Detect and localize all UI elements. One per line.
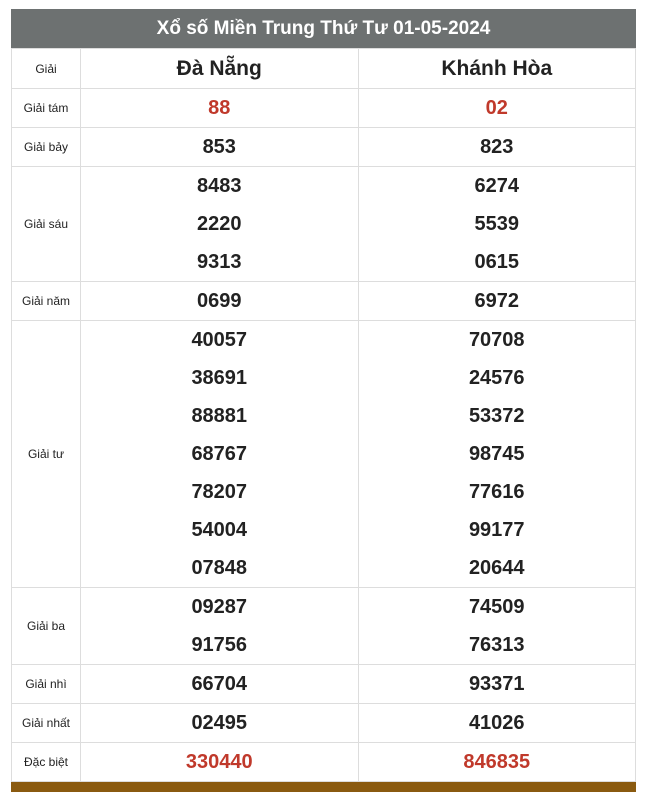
table-row <box>12 167 636 282</box>
prize-cell-province-2 <box>358 588 636 665</box>
prize-label: Giải sáu <box>12 167 81 282</box>
prize-cell-province-1 <box>81 128 359 167</box>
table-header-row <box>12 49 636 89</box>
prize-number: 02 <box>485 97 508 119</box>
prize-number: 8483 <box>197 175 242 197</box>
table-row <box>12 704 636 743</box>
table-row <box>12 588 636 665</box>
prize-number: 24576 <box>468 367 525 389</box>
prize-cell-province-1 <box>81 321 359 588</box>
prize-number: 07848 <box>191 557 248 579</box>
prize-number: 823 <box>480 136 514 158</box>
prize-cell-province-2 <box>358 743 636 782</box>
header-label: Giải <box>12 49 81 89</box>
prize-number: 68767 <box>191 443 248 465</box>
prize-number: 91756 <box>191 634 248 656</box>
table-row <box>12 128 636 167</box>
prize-label: Giải tám <box>12 89 81 128</box>
prize-number: 88881 <box>191 405 248 427</box>
prize-number: 66704 <box>191 673 248 695</box>
prize-number: 54004 <box>191 519 248 541</box>
prize-number: 846835 <box>463 751 531 773</box>
prize-cell-province-1 <box>81 704 359 743</box>
prize-number: 78207 <box>191 481 248 503</box>
prize-label: Giải tư <box>12 321 81 588</box>
prize-label: Giải năm <box>12 282 81 321</box>
prize-cell-province-1 <box>81 89 359 128</box>
prize-label: Giải bảy <box>12 128 81 167</box>
prize-cell-province-2 <box>358 282 636 321</box>
prize-number: 6274 <box>474 175 519 197</box>
prize-label: Giải ba <box>12 588 81 665</box>
prize-number: 2220 <box>197 213 242 235</box>
header-province-2: Khánh Hòa <box>358 49 636 89</box>
table-row <box>12 321 636 588</box>
prize-number: 02495 <box>191 712 248 734</box>
prize-cell-province-2 <box>358 89 636 128</box>
table-row <box>12 282 636 321</box>
prize-number: 99177 <box>468 519 525 541</box>
prize-cell-province-1 <box>81 167 359 282</box>
prize-number: 41026 <box>468 712 525 734</box>
results-table <box>11 48 636 782</box>
prize-label: Giải nhất <box>12 704 81 743</box>
prize-number: 0699 <box>197 290 242 312</box>
prize-number: 20644 <box>468 557 525 579</box>
prize-number: 74509 <box>468 596 525 618</box>
table-row <box>12 743 636 782</box>
footer-bar <box>11 782 636 792</box>
prize-number: 70708 <box>468 329 525 351</box>
prize-cell-province-2 <box>358 167 636 282</box>
prize-number: 93371 <box>468 673 525 695</box>
table-row <box>12 665 636 704</box>
prize-cell-province-1 <box>81 743 359 782</box>
prize-number: 853 <box>202 136 236 158</box>
prize-cell-province-1 <box>81 282 359 321</box>
prize-cell-province-2 <box>358 321 636 588</box>
page-title: Xổ số Miền Trung Thứ Tư 01-05-2024 <box>11 9 636 48</box>
prize-number: 330440 <box>185 751 253 773</box>
prize-number: 38691 <box>191 367 248 389</box>
prize-cell-province-1 <box>81 588 359 665</box>
prize-cell-province-2 <box>358 665 636 704</box>
prize-number: 77616 <box>468 481 525 503</box>
prize-number: 76313 <box>468 634 525 656</box>
prize-number: 09287 <box>191 596 248 618</box>
prize-number: 6972 <box>474 290 519 312</box>
table-row <box>12 89 636 128</box>
prize-cell-province-1 <box>81 665 359 704</box>
prize-number: 5539 <box>474 213 519 235</box>
prize-number: 98745 <box>468 443 525 465</box>
prize-number: 0615 <box>474 251 519 273</box>
prize-number: 53372 <box>468 405 525 427</box>
prize-label: Giải nhì <box>12 665 81 704</box>
prize-number: 40057 <box>191 329 248 351</box>
prize-cell-province-2 <box>358 128 636 167</box>
prize-number: 9313 <box>197 251 242 273</box>
prize-number: 88 <box>208 97 231 119</box>
prize-label: Đặc biệt <box>12 743 81 782</box>
header-province-1: Đà Nẵng <box>81 49 359 89</box>
prize-cell-province-2 <box>358 704 636 743</box>
results-container <box>11 9 636 792</box>
